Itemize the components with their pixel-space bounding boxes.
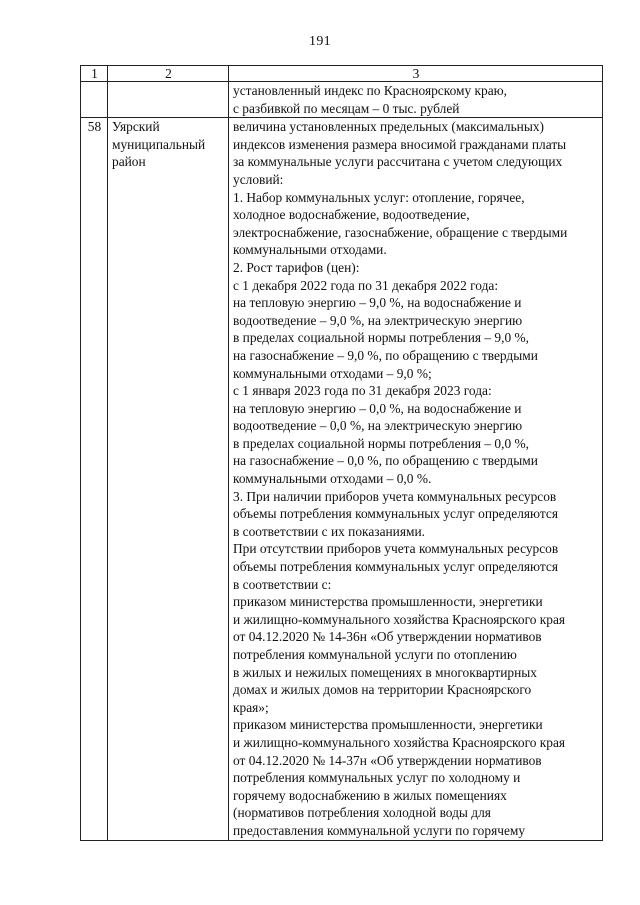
description-line: и жилищно-коммунального хозяйства Красноярского края <box>233 734 566 750</box>
column-header-3: 3 <box>229 66 603 82</box>
description-line: 2. Рост тарифов (цен): <box>233 259 360 275</box>
table-header-row <box>81 66 603 82</box>
description-line: на газоснабжение – 9,0 %, по обращению с твердыми <box>233 347 538 363</box>
continuation-row <box>81 82 603 118</box>
description-line: величина установленных предельных (максимальных) <box>233 119 544 135</box>
description-line: в жилых и нежилых помещениях в многоквартирных <box>233 664 537 680</box>
municipality-name-line: Уярский <box>112 119 160 135</box>
column-header-2: 2 <box>108 66 229 82</box>
description-line: приказом министерства промышленности, энергетики <box>233 594 543 610</box>
description-line: потребления коммунальных услуг по холодному и <box>233 770 521 786</box>
description-line: предоставления коммунальной услуги по горячему <box>233 822 526 838</box>
description-line: условий: <box>233 171 284 187</box>
description-line: на газоснабжение – 0,0 %, по обращению с твердыми <box>233 453 538 469</box>
description-line: (нормативов потребления холодной воды для <box>233 805 491 821</box>
description-line: коммунальными отходами – 9,0 %; <box>233 365 432 381</box>
description-line: от 04.12.2020 № 14-36н «Об утверждении нормативов <box>233 629 542 645</box>
description-cell <box>229 118 603 840</box>
description-line: водоотведение – 9,0 %, на электрическую энергию <box>233 312 523 328</box>
document-table <box>80 65 603 841</box>
page-number: 191 <box>309 34 331 49</box>
description-line: в соответствии с их показаниями. <box>233 523 425 539</box>
description-line: объемы потребления коммунальных услуг определяются <box>233 506 558 522</box>
description-line: При отсутствии приборов учета коммунальных ресурсов <box>233 541 559 557</box>
column-header-1: 1 <box>81 66 108 82</box>
description-line: коммунальными отходами. <box>233 242 387 258</box>
description-line: коммунальными отходами – 0,0 %. <box>233 471 432 487</box>
description-line: 1. Набор коммунальных услуг: отопление, горячее, <box>233 189 525 205</box>
description-line: с 1 января 2023 года по 31 декабря 2023 года: <box>233 383 492 399</box>
description-line: за коммунальные услуги рассчитана с учетом следующих <box>233 154 563 170</box>
description-line: края»; <box>233 699 269 715</box>
description-line: электроснабжение, газоснабжение, обращение с твердыми <box>233 224 568 240</box>
description-line: объемы потребления коммунальных услуг определяются <box>233 559 558 575</box>
description-line: домах и жилых домов на территории Красноярского <box>233 682 532 698</box>
continuation-line: установленный индекс по Красноярскому краю, <box>233 83 508 98</box>
municipality-name-line: район <box>112 154 146 170</box>
description-line: горячему водоснабжению в жилых помещениях <box>233 787 507 803</box>
description-line: в соответствии с: <box>233 576 332 592</box>
description-line: с 1 декабря 2022 года по 31 декабря 2022 года: <box>233 277 499 293</box>
description-line: в пределах социальной нормы потребления – 9,0 %, <box>233 330 530 346</box>
description-line: индексов изменения размера вносимой гражданами платы <box>233 136 567 152</box>
municipality-name-line: муниципальный <box>112 136 206 152</box>
continuation-name-cell <box>108 82 229 118</box>
description-line: приказом министерства промышленности, энергетики <box>233 717 543 733</box>
continuation-line: с разбивкой по месяцам – 0 тыс. рублей <box>233 100 460 116</box>
municipality-name-cell <box>108 118 229 840</box>
description-line: потребления коммунальной услуги по отоплению <box>233 647 517 662</box>
description-line: и жилищно-коммунального хозяйства Красноярского края <box>233 611 566 627</box>
continuation-text-cell <box>229 82 603 118</box>
description-line: водоотведение – 0,0 %, на электрическую энергию <box>233 418 523 434</box>
description-line: на тепловую энергию – 0,0 %, на водоснабжение и <box>233 400 522 416</box>
description-line: на тепловую энергию – 9,0 %, на водоснабжение и <box>233 295 522 311</box>
row-number: 58 <box>81 118 108 840</box>
table-row <box>81 118 603 840</box>
description-line: в пределах социальной нормы потребления – 0,0 %, <box>233 435 530 451</box>
description-line: холодное водоснабжение, водоотведение, <box>233 207 470 223</box>
description-line: от 04.12.2020 № 14-37н «Об утверждении нормативов <box>233 752 542 768</box>
continuation-number-cell <box>81 82 108 118</box>
description-line: 3. При наличии приборов учета коммунальных ресурсов <box>233 488 557 504</box>
